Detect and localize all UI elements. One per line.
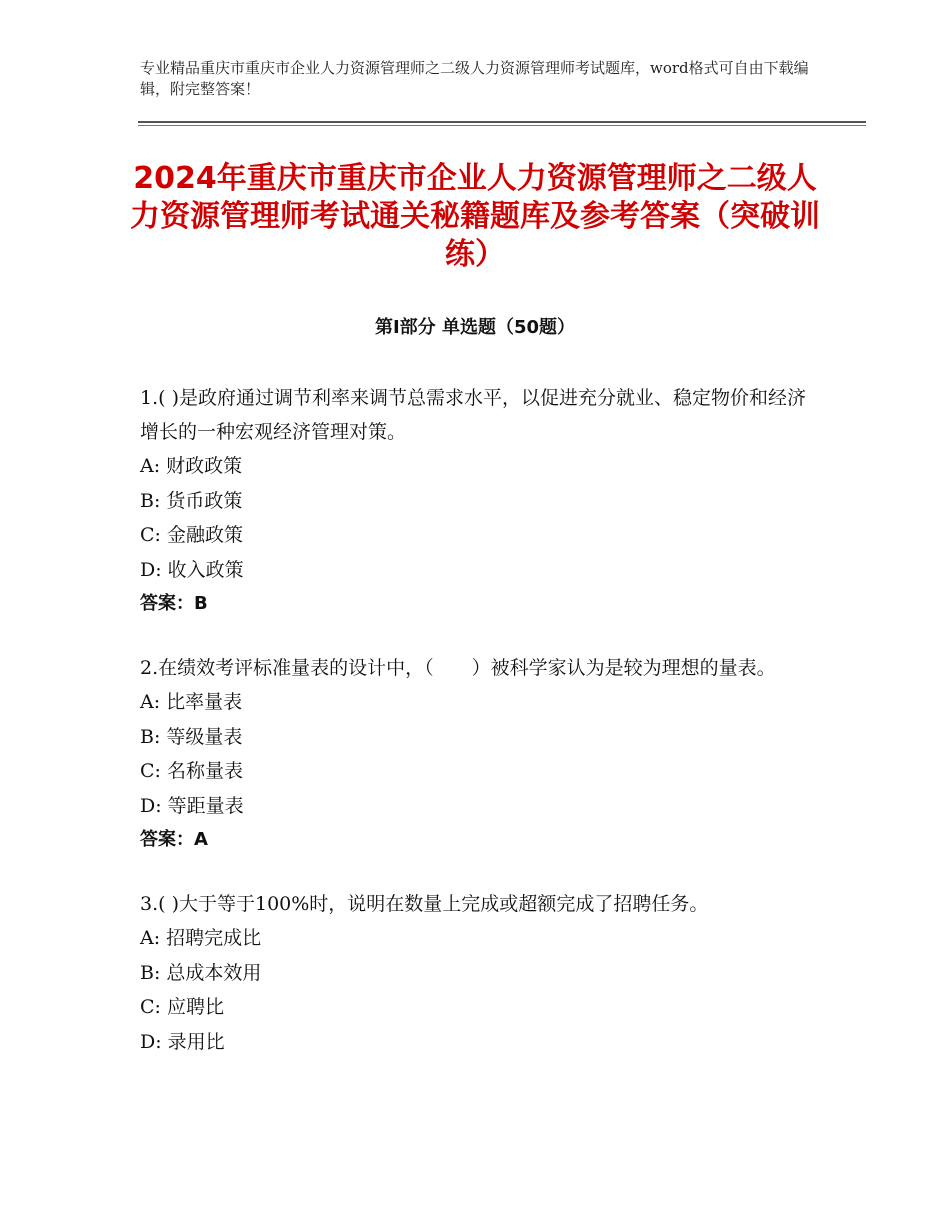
question-list — [140, 381, 820, 1089]
header-divider-thin — [138, 125, 866, 126]
option-d: D: 等距量表 — [140, 794, 244, 817]
question-3 — [140, 887, 820, 1059]
document-title: 2024年重庆市重庆市企业人力资源管理师之二级人力资源管理师考试通关秘籍题库及参考答案（突破训练） — [130, 161, 820, 272]
option-c: C: 应聘比 — [140, 996, 224, 1018]
question-stem: 2.在绩效考评标准量表的设计中，（ ）被科学家认为是较为理想的量表。 — [140, 657, 776, 679]
question-1 — [140, 381, 820, 621]
option-c: C: 名称量表 — [140, 760, 243, 782]
header-divider-thick — [138, 121, 866, 123]
option-c: C: 金融政策 — [140, 524, 243, 546]
option-a: A: 比率量表 — [140, 691, 243, 713]
option-b: B: 等级量表 — [140, 725, 243, 748]
header-note: 专业精品重庆市重庆市企业人力资源管理师之二级人力资源管理师考试题库，word格式可自由下载编辑，附完整答案！ — [140, 59, 809, 98]
answer-line: 答案：B — [140, 593, 208, 614]
option-a: A: 招聘完成比 — [140, 927, 262, 949]
question-stem: 3.( )大于等于100%时，说明在数量上完成或超额完成了招聘任务。 — [140, 893, 709, 915]
option-b: B: 货币政策 — [140, 489, 243, 512]
option-d: D: 录用比 — [140, 1030, 225, 1053]
option-a: A: 财政政策 — [140, 455, 243, 477]
option-b: B: 总成本效用 — [140, 961, 262, 984]
option-d: D: 收入政策 — [140, 558, 244, 581]
question-stem: 1.( )是政府通过调节利率来调节总需求水平，以促进充分就业、稳定物价和经济增长的一种宏观经济管理对策。 — [140, 387, 806, 443]
section-title: 第Ⅰ部分 单选题（50题） — [374, 317, 575, 338]
answer-line: 答案：A — [140, 829, 208, 850]
question-2 — [140, 651, 820, 857]
